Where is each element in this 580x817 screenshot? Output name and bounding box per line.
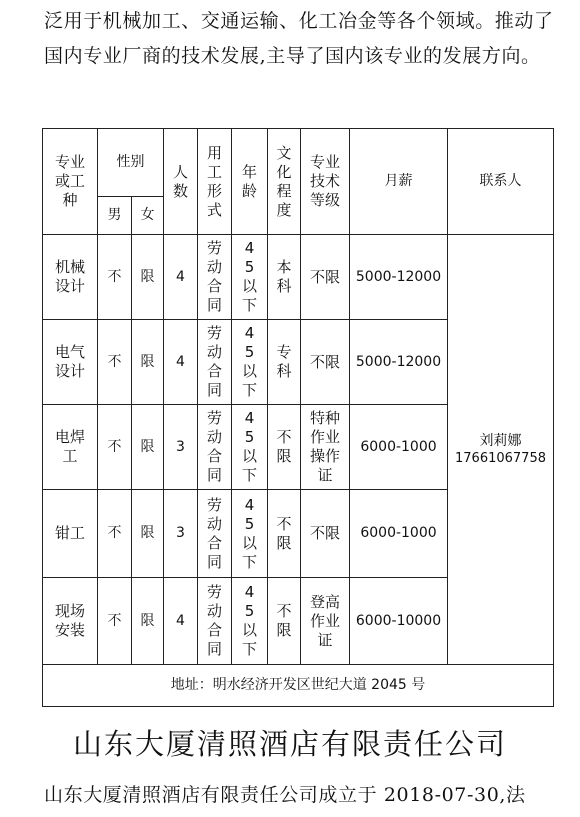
cell-female: 限 (132, 320, 164, 405)
cell-contact (448, 235, 554, 665)
cell-skill: 不限 (301, 490, 350, 578)
cell-count: 3 (164, 490, 198, 578)
cell-salary: 6000-10000 (350, 578, 448, 665)
cell-employment: 劳动合同 (198, 320, 232, 405)
cell-age: 45以下 (232, 235, 268, 320)
address-row (43, 665, 554, 707)
header-contact: 联系人 (448, 129, 554, 235)
cell-employment: 劳动合同 (198, 490, 232, 578)
table-row (43, 235, 554, 320)
cell-female: 限 (132, 578, 164, 665)
cell-major: 现场安装 (43, 578, 98, 665)
cell-age: 45以下 (232, 405, 268, 490)
cell-skill: 登高作业证 (301, 578, 350, 665)
cell-age: 45以下 (232, 320, 268, 405)
cell-male: 不 (98, 235, 132, 320)
cell-female: 限 (132, 490, 164, 578)
cell-employment: 劳动合同 (198, 578, 232, 665)
header-row (43, 129, 554, 197)
cell-salary: 6000-1000 (350, 490, 448, 578)
address-cell: 地址：明水经济开发区世纪大道 2045 号 (43, 665, 554, 707)
header-employment: 用工形式 (198, 129, 232, 235)
cell-skill: 特种作业操作证 (301, 405, 350, 490)
recruitment-table (42, 128, 554, 707)
header-gender: 性别 (98, 129, 164, 197)
cell-major: 电气设计 (43, 320, 98, 405)
cell-count: 4 (164, 578, 198, 665)
cell-major: 电焊工 (43, 405, 98, 490)
intro-paragraph: 泛用于机械加工、交通运输、化工冶金等各个领域。推动了国内专业厂商的技术发展,主导了国内该专业的发展方向。 (44, 10, 554, 67)
cell-education: 本科 (268, 235, 301, 320)
cell-education: 专科 (268, 320, 301, 405)
company-title: 山东大厦清照酒店有限责任公司 (72, 727, 507, 761)
cell-male: 不 (98, 320, 132, 405)
header-salary: 月薪 (350, 129, 448, 235)
header-education: 文化程度 (268, 129, 301, 235)
cell-salary: 6000-1000 (350, 405, 448, 490)
cell-count: 4 (164, 235, 198, 320)
cell-education: 不限 (268, 490, 301, 578)
cell-female: 限 (132, 235, 164, 320)
cell-major: 钳工 (43, 490, 98, 578)
cell-education: 不限 (268, 405, 301, 490)
header-count: 人数 (164, 129, 198, 235)
cell-count: 3 (164, 405, 198, 490)
cell-salary: 5000-12000 (350, 235, 448, 320)
header-male: 男 (98, 197, 132, 235)
cell-education: 不限 (268, 578, 301, 665)
contact-name: 刘莉娜 (479, 432, 522, 449)
cell-major: 机械设计 (43, 235, 98, 320)
cell-age: 45以下 (232, 490, 268, 578)
cell-male: 不 (98, 490, 132, 578)
cell-count: 4 (164, 320, 198, 405)
cell-skill: 不限 (301, 320, 350, 405)
cell-skill: 不限 (301, 235, 350, 320)
cell-female: 限 (132, 405, 164, 490)
cell-age: 45以下 (232, 578, 268, 665)
cell-salary: 5000-12000 (350, 320, 448, 405)
header-age: 年龄 (232, 129, 268, 235)
header-major: 专业或工种 (43, 129, 98, 235)
header-female: 女 (132, 197, 164, 235)
cell-male: 不 (98, 578, 132, 665)
header-skill: 专业技术等级 (301, 129, 350, 235)
contact-phone: 17661067758 (455, 450, 546, 466)
company-intro-paragraph: 山东大厦清照酒店有限责任公司成立于 2018-07-30,法 (44, 784, 526, 806)
cell-male: 不 (98, 405, 132, 490)
cell-employment: 劳动合同 (198, 235, 232, 320)
cell-employment: 劳动合同 (198, 405, 232, 490)
